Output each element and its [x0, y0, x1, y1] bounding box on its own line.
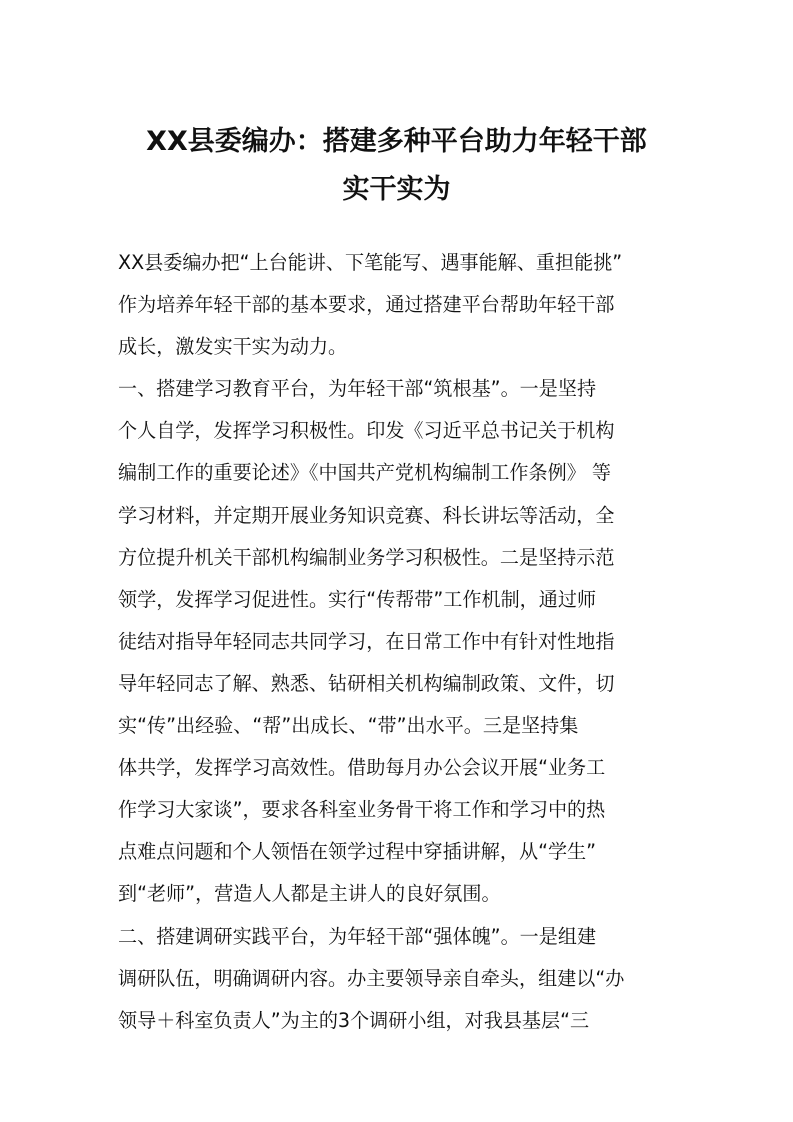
body-line: 成长，激发实干实为动力。 [118, 335, 348, 359]
body-line: 领导＋科室负责人”为主的3个调研小组，对我县基层“三 [118, 1008, 590, 1032]
body-line: 实“传”出经验、“帮”出成长、“带”出水平。三是坚持集 [118, 714, 579, 738]
document-body [118, 242, 680, 1042]
body-line: 调研队伍，明确调研内容。办主要领导亲自牵头，组建以“办 [118, 966, 625, 990]
body-line: 作为培养年轻干部的基本要求，通过搭建平台帮助年轻干部 [118, 293, 615, 317]
body-line: 二、搭建调研实践平台，为年轻干部“强体魄”。一是组建 [118, 924, 597, 948]
body-line: 一、搭建学习教育平台，为年轻干部“筑根基”。一是坚持 [118, 377, 597, 401]
body-line: 方位提升机关干部机构编制业务学习积极性。二是坚持示范 [118, 545, 615, 569]
body-line: 导年轻同志了解、熟悉、钻研相关机构编制政策、文件，切 [118, 671, 615, 695]
body-line: 领学，发挥学习促进性。实行“传帮带”工作机制，通过师 [118, 587, 597, 611]
body-line: 个人自学，发挥学习积极性。印发《习近平总书记关于机构 [118, 419, 615, 443]
body-line: XX县委编办把“上台能讲、下笔能写、遇事能解、重担能挑” [118, 251, 623, 274]
body-line: 作学习大家谈”，要求各科室业务骨干将工作和学习中的热 [118, 798, 606, 822]
body-line: 学习材料，并定期开展业务知识竞赛、科长讲坛等活动，全 [118, 503, 615, 527]
body-line: 徒结对指导年轻同志共同学习，在日常工作中有针对性地指 [118, 629, 615, 653]
body-line: 到“老师”，营造人人都是主讲人的良好氛围。 [118, 882, 501, 906]
body-line: 体共学，发挥学习高效性。借助每月办公会议开展“业务工 [118, 756, 606, 780]
body-line: 点难点问题和个人领悟在领学过程中穿插讲解，从“学生” [118, 840, 597, 864]
body-line: 编制工作的重要论述》《中国共产党机构编制工作条例》 等 [118, 461, 611, 485]
document-title-line-2: 实干实为 [342, 174, 451, 205]
document-title-line-1: XX县委编办：搭建多种平台助力年轻干部 [146, 126, 647, 157]
